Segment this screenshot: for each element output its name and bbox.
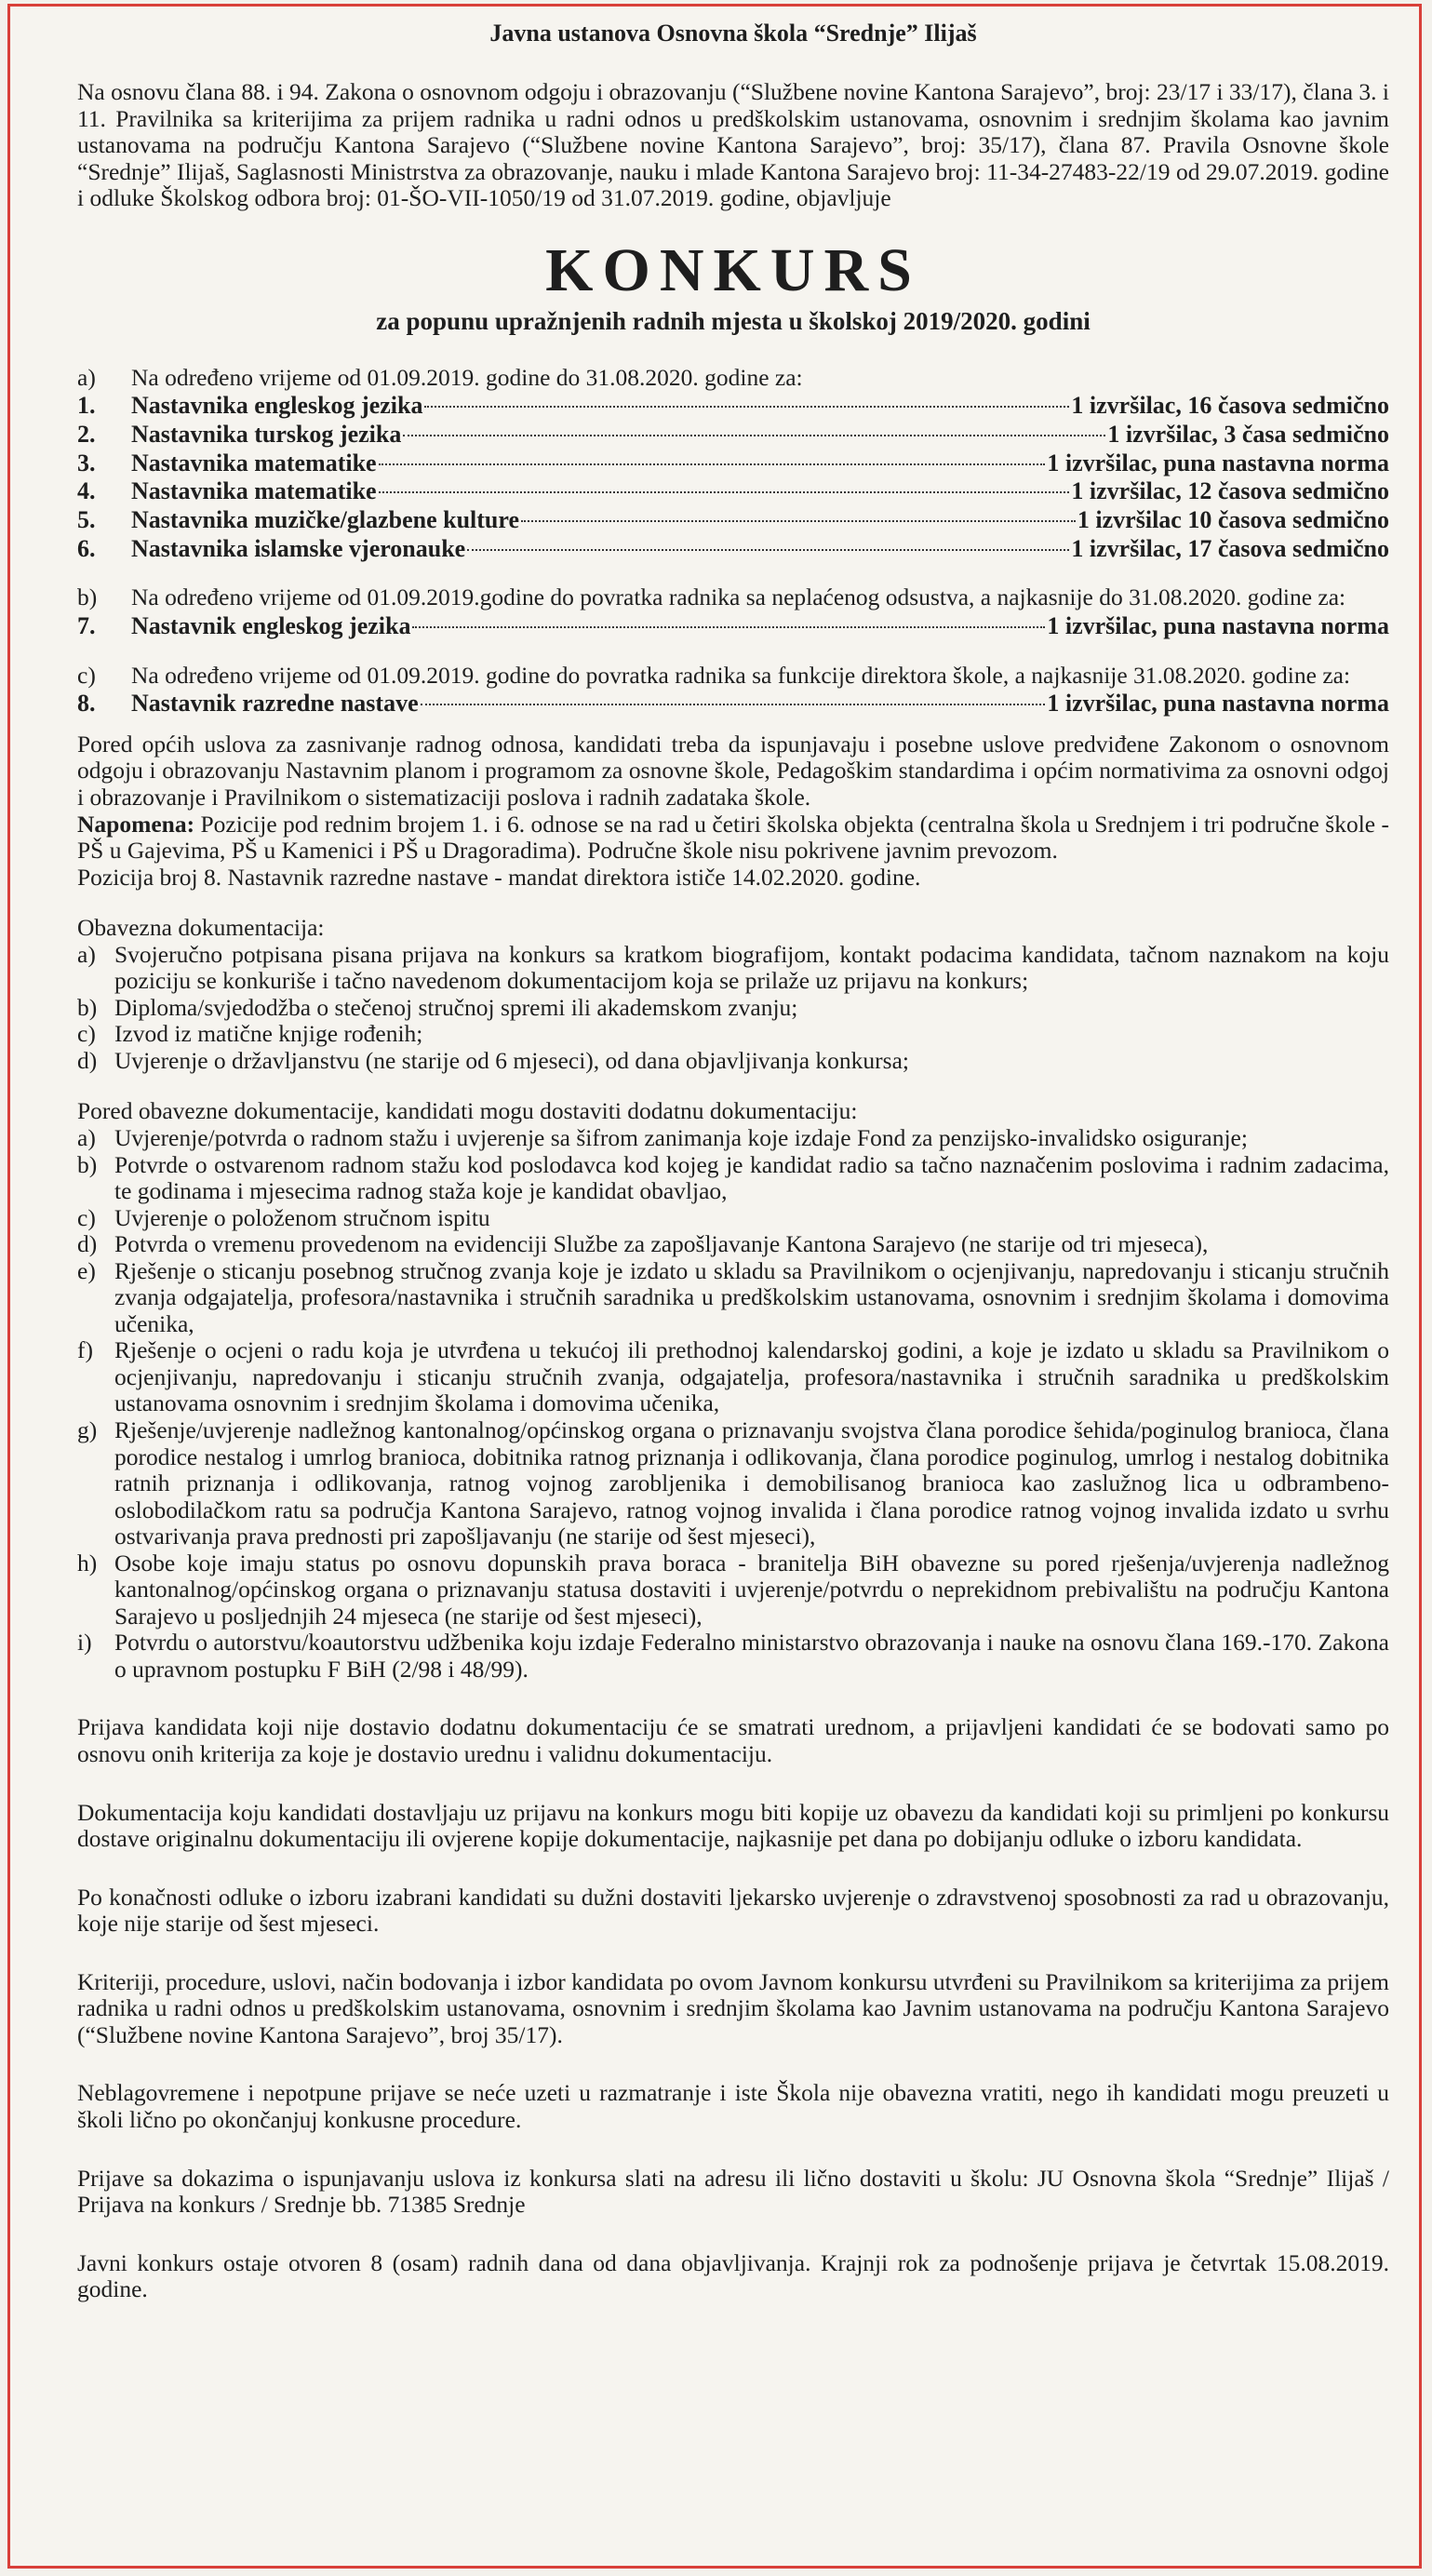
item-letter: d) bbox=[77, 1046, 98, 1074]
leader-dots bbox=[403, 435, 1105, 436]
list-item bbox=[77, 1205, 1389, 1232]
position-row bbox=[77, 690, 1389, 718]
list-item bbox=[77, 1125, 1389, 1152]
item-letter: b) bbox=[77, 993, 98, 1021]
paragraph-medical: Po konačnosti odluke o izboru izabrani kandidati su dužni dostaviti ljekarsko uvjerenje o zdravstvenoj sposobnosti za rad u obrazovanju, koje nije starije od šest mjeseci. bbox=[77, 1883, 1389, 1938]
item-text: Uvjerenje o državljanstvu (ne starije od 6 mjeseci), od dana objavljivanja konkursa; bbox=[114, 1046, 909, 1074]
section-a-heading bbox=[77, 364, 1389, 393]
section-c-label: c) bbox=[77, 661, 96, 689]
item-text: Potvrdu o autorstvu/koautorstvu udžbenika koju izdaje Federalno ministarstvo obrazovanja i nauke na osnovu člana 169.-170. Zakona o upravnom postupku F BiH (2/98 i 48/99). bbox=[114, 1629, 1389, 1683]
list-item bbox=[77, 1021, 1389, 1048]
item-letter: a) bbox=[77, 1124, 96, 1151]
item-letter: c) bbox=[77, 1203, 96, 1231]
position-number: 5. bbox=[77, 506, 96, 534]
position-title: Nastavnika matematike bbox=[131, 449, 377, 476]
position-8-note: Pozicija broj 8. Nastavnik razredne nastave - mandat direktora ističe 14.02.2020. godine. bbox=[77, 863, 921, 891]
position-detail: 1 izvršilac, 12 časova sedmično bbox=[1071, 477, 1389, 505]
document-content bbox=[77, 20, 1389, 2303]
item-letter: f) bbox=[77, 1336, 93, 1364]
item-text: Potvrda o vremenu provedenom na evidenciji Službe za zapošljavanje Kantona Sarajevo (ne starije od tri mjeseca), bbox=[114, 1230, 1209, 1258]
list-item bbox=[77, 1048, 1389, 1075]
note-text: Pozicije pod rednim brojem 1. i 6. odnose se na rad u četiri školska objekta (centralna škola u Srednjem i tri područne škole - PŠ u Gajevima, PŠ u Kamenici i PŠ u Dragoradima). Područne škole nisu pokrivene javnim prevozom. bbox=[77, 810, 1389, 865]
position-number: 7. bbox=[77, 611, 96, 639]
list-item bbox=[77, 1152, 1389, 1205]
position-number: 4. bbox=[77, 477, 96, 505]
position-detail: 1 izvršilac, puna nastavna norma bbox=[1047, 611, 1389, 639]
section-b-heading bbox=[77, 584, 1389, 612]
institution-header: Javna ustanova Osnovna škola “Srednje” Ilijaš bbox=[489, 20, 977, 47]
leader-dots bbox=[412, 626, 1045, 628]
item-letter: a) bbox=[77, 940, 96, 968]
item-text: Uvjerenje/potvrda o radnom stažu i uvjerenje sa šifrom zanimanja koje izdaje Fond za penzijsko-invalidsko osiguranje; bbox=[114, 1124, 1248, 1151]
position-row bbox=[77, 449, 1389, 478]
position-detail: 1 izvršilac, 17 časova sedmično bbox=[1071, 534, 1389, 562]
position-row bbox=[77, 535, 1389, 564]
paragraph-late-applications: Neblagovremene i nepotpune prijave se neće uzeti u razmatranje i iste Škola nije obavezna vratiti, nego ih kandidati mogu preuzeti u školi lično po okončanjuj konkusne procedure. bbox=[77, 2079, 1389, 2133]
item-letter: e) bbox=[77, 1256, 96, 1284]
list-item bbox=[77, 942, 1389, 995]
paragraph-deadline: Javni konkurs ostaje otvoren 8 (osam) radnih dana od dana objavljivanja. Krajnji rok za podnošenje prijava je četvrtak 15.08.2019. godine. bbox=[77, 2248, 1389, 2303]
leader-dots bbox=[421, 704, 1046, 705]
paragraph-incomplete-docs: Prijava kandidata koji nije dostavio dodatnu dokumentaciju će se smatrati urednom, a prijavljeni kandidati će se bodovati samo po osnovu onih kriterija za koje je dostavio urednu i validnu dokumentaciju. bbox=[77, 1713, 1389, 1768]
list-item bbox=[77, 1231, 1389, 1258]
list-item bbox=[77, 995, 1389, 1022]
document-subtitle: za popunu upražnjenih radnih mjesta u školskoj 2019/2020. godini bbox=[376, 306, 1091, 335]
leader-dots bbox=[467, 549, 1069, 551]
section-a-label: a) bbox=[77, 363, 96, 391]
item-letter: i) bbox=[77, 1629, 92, 1657]
position-row bbox=[77, 392, 1389, 421]
position-number: 3. bbox=[77, 449, 96, 476]
mandatory-docs-heading: Obavezna dokumentacija: bbox=[77, 914, 325, 942]
position-title: Nastavnika matematike bbox=[131, 477, 377, 505]
legal-basis-intro: Na osnovu člana 88. i 94. Zakona o osnovnom odgoju i obrazovanju (“Službene novine Kantona Sarajevo”, broj: 23/17 i 33/17), člana 3. i 11. Pravilnika sa kriterijima za prijem radnika u radni odnos u predškolskim ustanovama, osnovnim i srednjim školama kao javnim ustanovama na području Kantona Sarajevo (“Službene novine Kantona Sarajevo”, broj: 35/17), člana 87. Pravila Osnovne škole “Srednje” Ilijaš, Saglasnosti Ministrstva za obrazovanje, nauku i mlade Kantona Sarajevo broj: 11-34-27483-22/19 od 29.07.2019. godine i odluke Školskog odbora broj: 01-ŠO-VII-1050/19 od 31.07.2019. godine, objavljuje bbox=[77, 78, 1389, 212]
position-title: Nastavnika islamske vjeronauke bbox=[131, 534, 466, 562]
item-text: Potvrde o ostvarenom radnom stažu kod poslodavca kod kojeg je kandidat radio sa tačno naznačenim poslovima i radnim zadacima, te godinama i mjesecima radnog staža koje je kandidat obavljao, bbox=[114, 1150, 1389, 1205]
section-b-label: b) bbox=[77, 584, 98, 611]
item-text: Diploma/svjedodžba o stečenoj stručnoj spremi ili akademskom zvanju; bbox=[114, 993, 798, 1021]
position-detail: 1 izvršilac, puna nastavna norma bbox=[1047, 449, 1389, 476]
section-c-text: Na određeno vrijeme od 01.09.2019. godine do povratka radnika sa funkcije direktora škole, a najkasnije 31.08.2020. godine za: bbox=[131, 661, 1351, 689]
leader-dots bbox=[424, 406, 1069, 408]
item-text: Osobe koje imaju status po osnovu dopunskih prava boraca - branitelja BiH obavezne su pored rješenja/uvjerenja nadležnog kantonalnog/općinskog organa o priznavanju statusa dostaviti i uvjerenje/potvrdu o neprekidnom prebivalištu na području Kantona Sarajevo u posljednjih 24 mjeseca (ne starije od šest mjeseci), bbox=[114, 1549, 1389, 1630]
additional-docs-heading: Pored obavezne dokumentacije, kandidati mogu dostaviti dodatnu dokumentaciju: bbox=[77, 1097, 858, 1125]
list-item bbox=[77, 1550, 1389, 1630]
list-item bbox=[77, 1417, 1389, 1550]
leader-dots bbox=[521, 520, 1076, 522]
paragraph-address: Prijave sa dokazima o ispunjavanju uslova iz konkursa slati na adresu ili lično dostaviti u školu: JU Osnovna škola “Srednje” Ilijaš / Prijava na konkurs / Srednje bb. 71385 Srednje bbox=[77, 2164, 1389, 2219]
position-number: 6. bbox=[77, 534, 96, 562]
position-number: 2. bbox=[77, 421, 96, 448]
position-detail: 1 izvršilac, puna nastavna norma bbox=[1047, 690, 1389, 718]
position-number: 1. bbox=[77, 392, 96, 420]
additional-docs-list bbox=[77, 1125, 1389, 1683]
position-row bbox=[77, 506, 1389, 535]
document-page bbox=[7, 4, 1422, 2569]
position-row bbox=[77, 477, 1389, 506]
item-letter: c) bbox=[77, 1020, 96, 1048]
item-text: Svojeručno potpisana pisana prijava na konkurs sa kratkom biografijom, kontakt podacima kandidata, tačnom naznakom na koju poziciju se konkuriše i tačno navedenom dokumentacijom koja se prilaže uz prijavu na konkurs; bbox=[114, 940, 1389, 995]
item-letter: b) bbox=[77, 1150, 98, 1178]
general-conditions: Pored općih uslova za zasnivanje radnog odnosa, kandidati treba da ispunjavaju i posebne uslove predviđene Zakonom o osnovnom odgoju i obrazovanju Nastavnim planom i programom za osnovne škole, Pedagoškim standardima i općim normativima za osnovni odgoj i obrazovanje i Pravilnikom o sistematizaciji poslova i radnih zadataka škole. bbox=[77, 730, 1389, 811]
position-number: 8. bbox=[77, 690, 96, 718]
position-row bbox=[77, 612, 1389, 641]
list-item bbox=[77, 1630, 1389, 1683]
leader-dots bbox=[379, 463, 1046, 465]
note-label: Napomena: bbox=[77, 810, 195, 838]
position-detail: 1 izvršilac 10 časova sedmično bbox=[1077, 506, 1389, 534]
item-text: Rješenje/uvjerenje nadležnog kantonalnog/općinskog organa o priznavanju svojstva člana porodice šehida/poginulog branioca, člana porodice nestalog i umrlog branioca, dobitnika ratnog priznanja i odlikovanja, člana porodice poginulog, umrlog i nestalog dobitnika ratnih priznanja i odlikovanja, ratnog vojnog zarobljenika i demobilisanog branioca kao zaslužnog lica u odbrambeno-oslobodilačkom ratu sa područja Kantona Sarajevo, ratnog vojnog invalida i člana porodice ratnog vojnog invalida izdato u svrhu ostvarivanja prava prednosti pri zapošljavanju (ne starije od šest mjeseci), bbox=[114, 1416, 1389, 1550]
position-title: Nastavnika engleskog jezika bbox=[131, 392, 423, 420]
item-text: Izvod iz matične knjige rođenih; bbox=[114, 1020, 423, 1048]
position-detail: 1 izvršilac, 16 časova sedmično bbox=[1071, 392, 1389, 420]
item-text: Rješenje o sticanju posebnog stručnog zvanja koje je izdato u skladu sa Pravilnikom o ocjenjivanju, napredovanju i sticanju stručnih zvanja odgajatelja, profesora/nastavnika i stručnih saradnika u predškolskim ustanovama, osnovnim i srednjim školama i domovima učenika, bbox=[114, 1256, 1389, 1337]
document-title: KONKURS bbox=[545, 235, 921, 304]
item-text: Rješenje o ocjeni o radu koja je utvrđena u tekućoj ili prethodnoj kalendarskoj godini, a koje je izdato u skladu sa Pravilnikom o ocjenjivanju, napredovanju i sticanju stručnih zvanja, odgajatelja, profesora/nastavnika i stručnih saradnika u predškolskim ustanovama osnovnim i srednjim školama i domovima učenika, bbox=[114, 1336, 1389, 1417]
position-title: Nastavnik razredne nastave bbox=[131, 690, 419, 718]
mandatory-docs-list bbox=[77, 942, 1389, 1075]
list-item bbox=[77, 1337, 1389, 1417]
section-a-text: Na određeno vrijeme od 01.09.2019. godine do 31.08.2020. godine za: bbox=[131, 363, 803, 391]
note-paragraph bbox=[77, 812, 1389, 865]
paragraph-copies: Dokumentacija koju kandidati dostavljaju uz prijavu na konkurs mogu biti kopije uz obavezu da kandidati koji su primljeni po konkursu dostave originalnu dokumentaciju ili ovjerene kopije dokumentacije, najkasnije pet dana po dobijanju odluke o izboru kandidata. bbox=[77, 1798, 1389, 1853]
position-title: Nastavnika turskog jezika bbox=[131, 421, 402, 448]
item-letter: g) bbox=[77, 1416, 98, 1444]
item-text: Uvjerenje o položenom stručnom ispitu bbox=[114, 1203, 490, 1231]
position-title: Nastavnik engleskog jezika bbox=[131, 611, 411, 639]
position-detail: 1 izvršilac, 3 časa sedmično bbox=[1107, 421, 1389, 448]
item-letter: h) bbox=[77, 1549, 98, 1576]
position-title: Nastavnika muzičke/glazbene kulture bbox=[131, 506, 519, 534]
section-b-text: Na određeno vrijeme od 01.09.2019.godine do povratka radnika sa neplaćenog odsustva, a najkasnije do 31.08.2020. godine za: bbox=[131, 584, 1346, 611]
section-c-heading bbox=[77, 662, 1389, 691]
leader-dots bbox=[379, 491, 1070, 493]
paragraph-criteria: Kriteriji, procedure, uslovi, način bodovanja i izbor kandidata po ovom Javnom konkursu utvrđeni su Pravilnikom sa kriterijima za prijem radnika u radni odnos u predškolskim ustanovama, osnovnim i srednjim školama kao Javnim ustanovama na području Kantona Sarajevo (“Službene novine Kantona Sarajevo”, broj 35/17). bbox=[77, 1967, 1389, 2048]
position-row bbox=[77, 421, 1389, 449]
item-letter: d) bbox=[77, 1230, 98, 1258]
list-item bbox=[77, 1258, 1389, 1338]
